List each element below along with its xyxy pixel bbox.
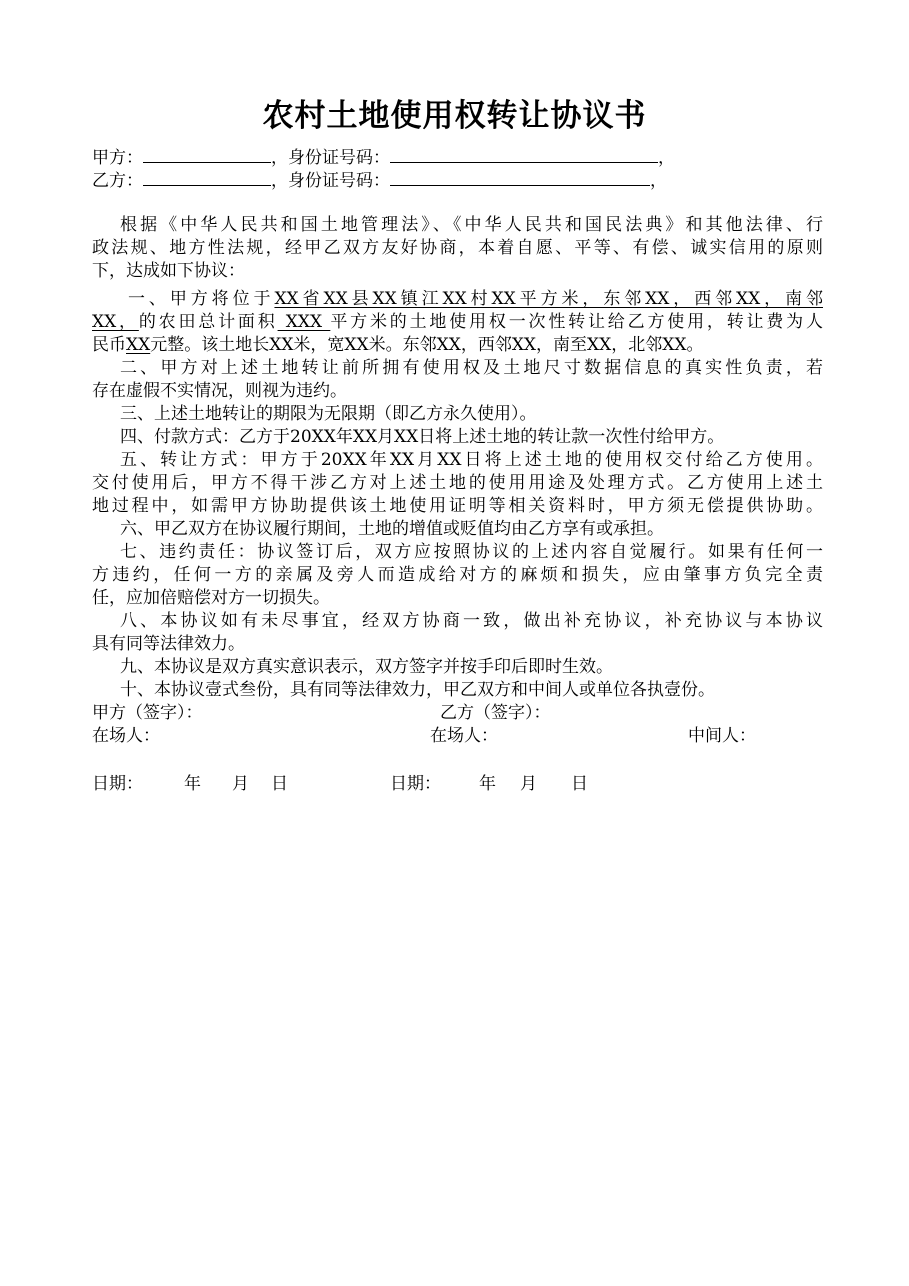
date-b-day: 日 <box>571 774 588 794</box>
preamble-line-1: 根据《中华人民共和国土地管理法》、《中华人民共和国民法典》和其他法律、行 <box>120 215 823 235</box>
clause-8-line-2: 具有同等法律效力。 <box>92 634 245 654</box>
party-a-label: 甲方： <box>92 148 143 168</box>
clause-5-line-3: 地过程中，如需甲方协助提供该土地使用证明等相关资料时，甲方须无偿提供协助。 <box>92 496 823 516</box>
clause-1-line-3 <box>92 334 823 357</box>
party-a-id-label: ，身份证号码： <box>271 148 390 168</box>
clause-7-line-1: 七、违约责任：协议签订后，双方应按照协议的上述内容自觉履行。如果有任何一 <box>120 542 823 562</box>
date-b-year: 年 <box>479 774 496 794</box>
clause-8-line-1: 八、本协议如有未尽事宜，经双方协商一致，做出补充协议，补充协议与本协议 <box>120 611 823 631</box>
party-a-signature-label: 甲方（签字）： <box>92 703 203 723</box>
clause-1-location: XX省XX县XX镇江XX村XX平方米，东邻XX，西邻XX，南邻 <box>274 289 823 309</box>
party-b-id-label: ，身份证号码： <box>271 171 390 191</box>
clause-5-line-2: 交付使用后，甲方不得干涉乙方对上述土地的使用用途及处理方式。乙方使用上述土 <box>92 473 823 493</box>
witness-b-label: 在场人： <box>430 726 498 746</box>
date-a-day: 日 <box>271 774 288 794</box>
party-a-name-blank <box>143 145 271 163</box>
clause-1-currency: 民币 <box>92 335 126 355</box>
clause-1-prefix: 一、甲方将位于 <box>128 289 275 309</box>
party-b-name-blank <box>143 168 271 186</box>
party-b-label: 乙方： <box>92 171 143 191</box>
clause-1-line-2 <box>92 311 823 334</box>
witness-a-label: 在场人： <box>92 726 160 746</box>
clause-5-line-1: 五、转让方式：甲方于20XX年XX月XX日将上述土地的使用权交付给乙方使用。 <box>120 450 823 470</box>
party-b-line <box>92 168 823 193</box>
party-b-end: ， <box>650 171 667 191</box>
party-b-id-blank <box>390 168 650 186</box>
clause-1-amount: XX <box>126 335 151 355</box>
clause-9: 九、本协议是双方真实意识表示，双方签字并按手印后即时生效。 <box>120 657 613 677</box>
clause-1-rest: 平方米的土地使用权一次性转让给乙方使用，转让费为人 <box>330 312 823 332</box>
document-title: 农村土地使用权转让协议书 <box>262 98 647 134</box>
date-a-year: 年 <box>184 774 201 794</box>
party-a-line <box>92 145 823 170</box>
clause-10: 十、本协议壹式叁份，具有同等法律效力，甲乙双方和中间人或单位各执壹份。 <box>120 680 715 700</box>
clause-2-line-2: 存在虚假不实情况，则视为违约。 <box>92 381 347 401</box>
clause-1-area: XXX <box>277 312 331 332</box>
clause-1-mid: 的农田总计面积 <box>138 312 278 332</box>
preamble-line-2: 政法规、地方性法规，经甲乙双方友好协商，本着自愿、平等、有偿、诚实信用的原则 <box>92 238 823 258</box>
clause-2-line-1: 二、甲方对上述土地转让前所拥有使用权及土地尺寸数据信息的真实性负责，若 <box>120 358 823 378</box>
party-a-end: ， <box>658 148 675 168</box>
clause-6: 六、甲乙双方在协议履行期间，土地的增值或贬值均由乙方享有或承担。 <box>120 519 664 539</box>
date-a-label: 日期： <box>92 774 143 794</box>
party-a-id-blank <box>390 145 658 163</box>
preamble-line-3: 下，达成如下协议： <box>92 261 245 281</box>
date-b-month: 月 <box>520 774 537 794</box>
clause-4: 四、付款方式：乙方于20XX年XX月XX日将上述土地的转让款一次性付给甲方。 <box>120 427 725 447</box>
date-b-label: 日期： <box>390 774 441 794</box>
clause-7-line-2: 方违约，任何一方的亲属及旁人而造成给对方的麻烦和损失，应由肇事方负完全责 <box>92 565 823 585</box>
clause-3: 三、上述土地转让的期限为无限期（即乙方永久使用）。 <box>120 404 537 424</box>
clause-1-dimensions: 元整。该土地长XX米，宽XX米。东邻XX，西邻XX，南至XX，北邻XX。 <box>150 335 704 355</box>
clause-1-line-1 <box>128 288 823 311</box>
clause-7-line-3: 任，应加倍赔偿对方一切损失。 <box>92 588 330 608</box>
date-a-month: 月 <box>232 774 249 794</box>
party-b-signature-label: 乙方（签字）： <box>440 703 551 723</box>
middleman-label: 中间人： <box>688 726 756 746</box>
clause-1-location-cont: XX， <box>92 312 139 332</box>
